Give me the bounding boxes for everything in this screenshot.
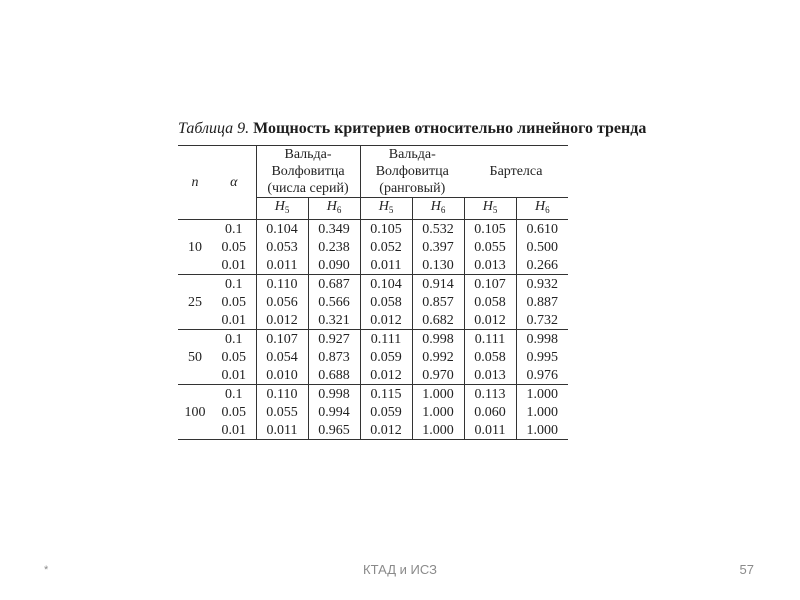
cell-empty [178, 275, 212, 294]
cell-value: 0.998 [308, 385, 360, 404]
cell-empty [178, 311, 212, 330]
header-n: n [178, 146, 212, 220]
cell-value: 0.010 [256, 366, 308, 385]
cell-value: 0.104 [256, 220, 308, 239]
header-group-2-line: Волфовитца [375, 164, 449, 179]
table-row [178, 275, 568, 294]
cell-value: 0.056 [256, 293, 308, 311]
caption-label: Таблица 9. [178, 120, 250, 137]
table-row [178, 311, 568, 330]
cell-value: 0.012 [256, 311, 308, 330]
cell-value: 0.111 [464, 330, 516, 349]
cell-value: 0.688 [308, 366, 360, 385]
footer-title: КТАД и ИСЗ [363, 562, 437, 577]
cell-value: 0.012 [360, 366, 412, 385]
cell-value: 1.000 [412, 403, 464, 421]
cell-alpha: 0.1 [212, 275, 256, 294]
cell-empty [178, 421, 212, 440]
cell-value: 0.397 [412, 238, 464, 256]
cell-value: 0.053 [256, 238, 308, 256]
table-row [178, 366, 568, 385]
cell-value: 0.105 [360, 220, 412, 239]
cell-value: 0.266 [516, 256, 568, 275]
cell-n: 25 [188, 294, 202, 310]
cell-value: 0.732 [516, 311, 568, 330]
cell-value: 0.058 [464, 348, 516, 366]
cell-value: 0.012 [360, 421, 412, 440]
table-row [178, 330, 568, 349]
cell-empty [178, 385, 212, 404]
cell-value: 0.610 [516, 220, 568, 239]
header-group-1-line: Вальда- [284, 147, 332, 162]
cell-value: 0.011 [464, 421, 516, 440]
cell-value: 0.932 [516, 275, 568, 294]
cell-empty [178, 256, 212, 275]
cell-value: 0.532 [412, 220, 464, 239]
cell-value: 0.059 [360, 348, 412, 366]
cell-value: 0.682 [412, 311, 464, 330]
cell-value: 0.013 [464, 256, 516, 275]
table-body [178, 220, 568, 440]
cell-value: 0.687 [308, 275, 360, 294]
table-row [178, 403, 568, 421]
cell-value: 0.055 [464, 238, 516, 256]
cell-value: 0.055 [256, 403, 308, 421]
cell-value: 0.130 [412, 256, 464, 275]
cell-value: 0.349 [308, 220, 360, 239]
header-group-3 [464, 146, 568, 198]
cell-value: 0.970 [412, 366, 464, 385]
header-h: $H_6$ [412, 198, 464, 220]
table-row [178, 220, 568, 239]
table-row [178, 293, 568, 311]
header-group-1-line: Волфовитца [271, 164, 345, 179]
cell-value: 0.873 [308, 348, 360, 366]
table-row [178, 385, 568, 404]
cell-value: 0.992 [412, 348, 464, 366]
header-group-2-line: Вальда- [388, 147, 436, 162]
cell-alpha: 0.01 [221, 257, 246, 273]
cell-value: 1.000 [412, 421, 464, 440]
table-row [178, 238, 568, 256]
cell-alpha: 0.01 [221, 312, 246, 328]
table-row [178, 421, 568, 440]
cell-alpha: 0.05 [221, 294, 246, 310]
cell-value: 0.011 [256, 256, 308, 275]
cell-value: 0.887 [516, 293, 568, 311]
cell-value: 0.566 [308, 293, 360, 311]
cell-alpha: 0.1 [212, 385, 256, 404]
cell-alpha: 0.05 [221, 349, 246, 365]
cell-value: 0.052 [360, 238, 412, 256]
cell-value: 1.000 [516, 421, 568, 440]
cell-value: 0.857 [412, 293, 464, 311]
header-h: $H_6$ [516, 198, 568, 220]
page-number: 57 [739, 562, 754, 577]
cell-value: 0.058 [360, 293, 412, 311]
cell-value: 0.927 [308, 330, 360, 349]
cell-value: 0.110 [256, 275, 308, 294]
cell-value: 0.965 [308, 421, 360, 440]
header-group-3-line: Бартелса [489, 164, 543, 179]
cell-value: 0.107 [464, 275, 516, 294]
cell-value: 0.994 [308, 403, 360, 421]
cell-value: 0.321 [308, 311, 360, 330]
cell-value: 0.059 [360, 403, 412, 421]
header-group-1-line: (числа серий) [267, 181, 349, 196]
cell-alpha: 0.05 [221, 404, 246, 420]
cell-value: 0.012 [360, 311, 412, 330]
cell-n: 10 [188, 239, 202, 255]
cell-n: 50 [188, 349, 202, 365]
table-caption [178, 120, 647, 138]
cell-value: 0.058 [464, 293, 516, 311]
cell-alpha: 0.1 [212, 330, 256, 349]
cell-value: 0.998 [412, 330, 464, 349]
cell-value: 0.107 [256, 330, 308, 349]
cell-alpha: 0.05 [221, 239, 246, 255]
cell-value: 0.998 [516, 330, 568, 349]
header-h: $H_5$ [360, 198, 412, 220]
cell-value: 0.110 [256, 385, 308, 404]
cell-value: 0.054 [256, 348, 308, 366]
cell-value: 0.976 [516, 366, 568, 385]
header-row-groups [178, 146, 568, 198]
header-h: $H_6$ [308, 198, 360, 220]
cell-n: 100 [184, 404, 206, 420]
cell-value: 0.011 [360, 256, 412, 275]
cell-value: 0.060 [464, 403, 516, 421]
cell-value: 0.013 [464, 366, 516, 385]
power-table [178, 145, 568, 440]
cell-value: 0.995 [516, 348, 568, 366]
table-row [178, 348, 568, 366]
cell-empty [178, 220, 212, 239]
cell-value: 1.000 [516, 385, 568, 404]
caption-title: Мощность критериев относительно линейного тренда [253, 120, 647, 137]
cell-value: 1.000 [516, 403, 568, 421]
header-group-2 [360, 146, 464, 198]
cell-value: 0.500 [516, 238, 568, 256]
cell-value: 0.012 [464, 311, 516, 330]
cell-value: 0.104 [360, 275, 412, 294]
cell-value: 0.115 [360, 385, 412, 404]
header-h: $H_5$ [256, 198, 308, 220]
table-row [178, 256, 568, 275]
cell-value: 1.000 [412, 385, 464, 404]
header-group-2-line: (ранговый) [379, 181, 446, 196]
header-alpha: α [212, 146, 256, 220]
cell-value: 0.090 [308, 256, 360, 275]
cell-value: 0.105 [464, 220, 516, 239]
cell-alpha: 0.01 [221, 367, 246, 383]
cell-value: 0.113 [464, 385, 516, 404]
header-group-1 [256, 146, 360, 198]
cell-value: 0.238 [308, 238, 360, 256]
cell-empty [178, 366, 212, 385]
cell-value: 0.111 [360, 330, 412, 349]
cell-empty [178, 330, 212, 349]
footer-marker: * [44, 564, 49, 576]
cell-alpha: 0.1 [225, 221, 243, 237]
cell-alpha: 0.01 [212, 421, 256, 440]
header-h: $H_5$ [464, 198, 516, 220]
cell-value: 0.011 [256, 421, 308, 440]
cell-value: 0.914 [412, 275, 464, 294]
